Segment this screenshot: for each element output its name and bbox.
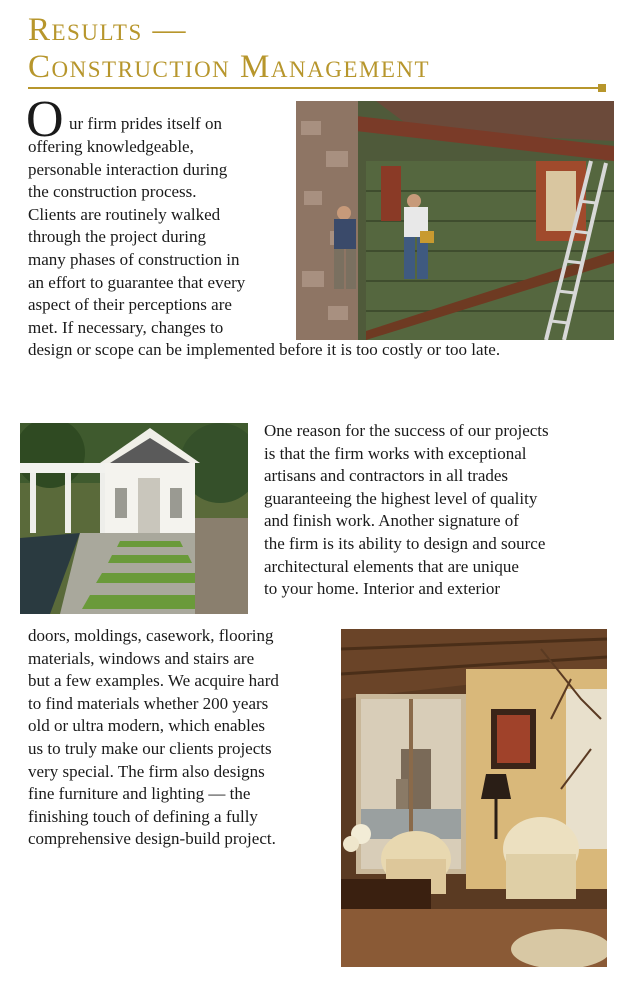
text-line: but a few examples. We acquire hard [28,671,279,691]
text-line: old or ultra modern, which enables [28,716,265,736]
text-line: to your home. Interior and exterior [264,579,501,599]
text-line: guaranteeing the highest level of quality [264,488,538,508]
para1-first-line [69,113,222,136]
living-room-photo [341,629,607,967]
text-line: through the project during [28,227,206,247]
text-line: artisans and contractors in all trades [264,466,509,486]
pool-house-photo [20,423,248,614]
drop-cap: O [26,91,64,148]
title-underline-cap [598,84,606,92]
text-line: offering knowledgeable, [28,137,194,156]
text-line: us to truly make our clients projects [28,738,272,758]
text-line: personable interaction during [28,159,228,179]
page-title-line-1: Results — [28,12,187,48]
text-line: is that the firm works with exceptional [264,443,527,463]
text-line: One reason for the success of our projects [264,421,549,440]
text-line: an effort to guarantee that every [28,272,246,292]
text-line: comprehensive design-build project. [28,829,276,849]
text-line: finishing touch of defining a fully [28,806,258,826]
text-line: design or scope can be implemented before it is too costly or too late. [28,340,501,360]
paragraph-2 [264,420,549,601]
text-line: materials, windows and stairs are [28,648,255,668]
text-line: architectural elements that are unique [264,556,519,576]
paragraph-3 [28,625,279,851]
text-line: fine furniture and lighting — the [28,784,251,804]
text-line: very special. The firm also designs [28,761,265,781]
page-title-line-2: Construction Management [28,49,431,85]
construction-workers-photo [296,101,614,340]
text-line: Clients are routinely walked [28,204,221,224]
text-line: and finish work. Another signature of [264,511,519,531]
text-line: met. If necessary, changes to [28,317,224,337]
text-line: the firm is its ability to design and source [264,533,546,553]
text-line: doors, moldings, casework, flooring [28,626,274,645]
text-line: to find materials whether 200 years [28,693,269,713]
text-line: the construction process. [28,182,197,202]
text-line: ur firm prides itself on [69,114,222,133]
title-underline [28,87,604,89]
text-line: aspect of their perceptions are [28,295,232,315]
text-line: many phases of construction in [28,249,240,269]
